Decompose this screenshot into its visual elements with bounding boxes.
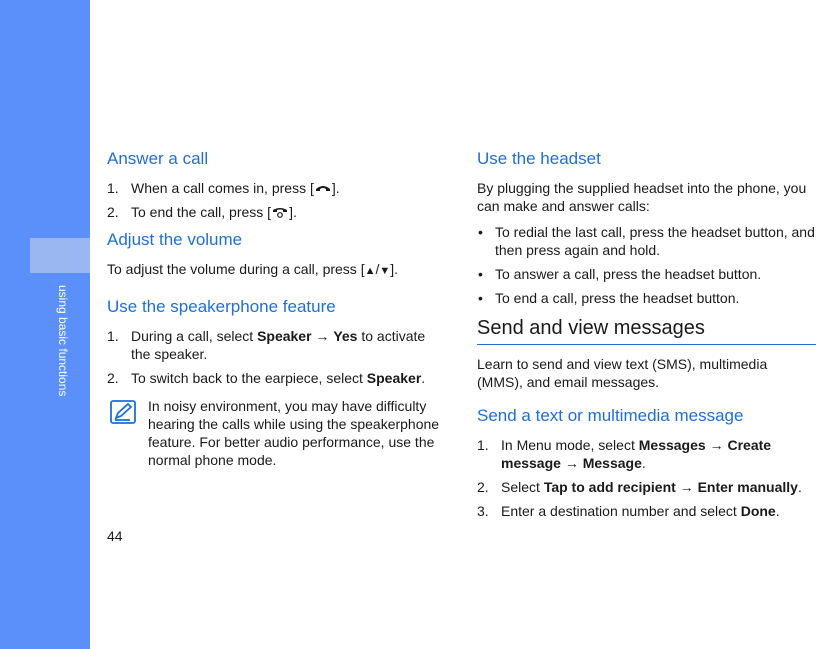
sidebar — [0, 0, 90, 649]
messages-intro: Learn to send and view text (SMS), multimedia (MMS), and email messages. — [477, 356, 768, 390]
adjust-volume-heading: Adjust the volume — [107, 230, 243, 249]
end-key-icon — [271, 206, 289, 218]
note-box — [107, 397, 447, 469]
answer-call-heading: Answer a call — [107, 149, 209, 168]
answer-call-steps — [107, 179, 447, 221]
right-column — [477, 148, 816, 528]
sidebar-tab — [30, 238, 90, 273]
volume-down-icon: ▼ — [379, 265, 391, 277]
list-item: 3. Enter a destination number and select Done. — [477, 503, 780, 519]
list-item: • To answer a call, press the headset button. — [478, 266, 762, 282]
list-item: 2. Select Tap to add recipient → Enter manually. — [477, 479, 802, 495]
note-text: In noisy environment, you may have difficulty hearing the calls while using the speakerphone feature. For better audio performance, use the normal phone mode. — [148, 398, 440, 468]
list-item: • To end a call, press the headset button. — [478, 290, 740, 306]
sidebar-label: using basic functions — [56, 285, 70, 397]
headset-heading: Use the headset — [477, 149, 601, 168]
headset-intro: By plugging the supplied headset into the phone, you can make and answer calls: — [477, 180, 807, 214]
page-number: 44 — [107, 528, 123, 544]
speakerphone-steps — [107, 327, 447, 387]
send-view-messages-heading: Send and view messages — [477, 315, 816, 345]
volume-up-icon: ▲ — [364, 265, 376, 277]
list-item: 2. To end the call, press [ ]. — [107, 204, 297, 220]
note-pencil-icon — [110, 400, 136, 424]
adjust-volume-text: To adjust the volume during a call, press [▲/▼]. — [107, 261, 399, 277]
call-key-icon — [314, 182, 332, 194]
list-item: 1. In Menu mode, select Messages → Create message → Message. — [477, 437, 772, 471]
list-item: • To redial the last call, press the headset button, and then press again and hold. — [478, 224, 815, 258]
list-item: 1. During a call, select Speaker → Yes to activate the speaker. — [107, 328, 426, 362]
list-item: 1. When a call comes in, press [ ]. — [107, 180, 340, 196]
list-item: 2. To switch back to the earpiece, select Speaker. — [107, 370, 426, 386]
send-message-heading: Send a text or multimedia message — [477, 406, 744, 425]
left-column — [107, 148, 447, 469]
send-message-steps — [477, 436, 816, 520]
speakerphone-heading: Use the speakerphone feature — [107, 297, 336, 316]
headset-bullets — [477, 223, 816, 307]
